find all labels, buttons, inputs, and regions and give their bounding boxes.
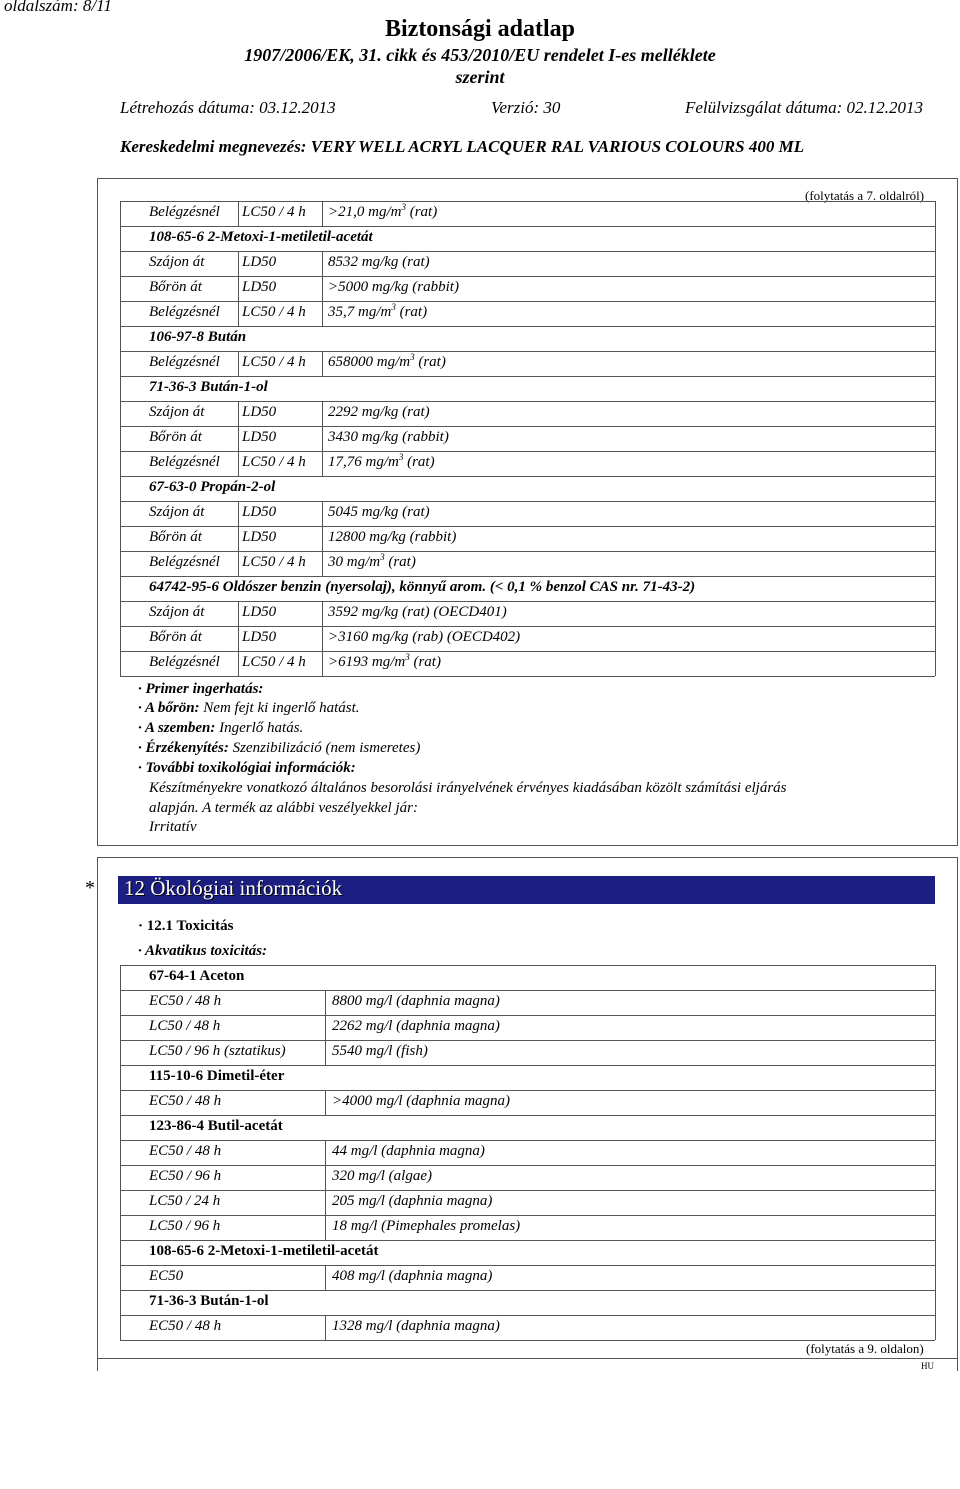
test-value: 18 mg/l (Pimephales promelas) [332, 1218, 521, 1234]
test-type: LC50 / 48 h [149, 1018, 221, 1034]
table-border [120, 965, 121, 1340]
further-info-text-2: alapján. A termék az alábbi veszélyekkel jár: [149, 800, 418, 816]
table-rule [120, 401, 935, 402]
table-rule [120, 965, 935, 966]
substance-heading: 71-36-3 Bután-1-ol [149, 379, 268, 395]
substance-heading: 71-36-3 Bután-1-ol [149, 1293, 269, 1309]
test-type: LC50 / 4 h [242, 554, 306, 570]
table-rule [120, 1265, 935, 1266]
test-type: LD50 [242, 404, 277, 420]
test-type: LD50 [242, 629, 277, 645]
skin-text: Nem fejt ki ingerlő hatást. [199, 700, 360, 716]
column-divider [322, 501, 323, 576]
value-text: 12800 mg/kg (rabbit) [328, 529, 457, 545]
value-text: 35,7 mg/m [328, 304, 392, 320]
exposure-route: Szájon át [149, 254, 205, 270]
toxicity-label: · 12.1 Toxicitás [138, 918, 234, 934]
test-type: EC50 / 48 h [149, 1093, 222, 1109]
value-text: >5000 mg/kg (rabbit) [328, 279, 459, 295]
test-type: LC50 / 4 h [242, 204, 306, 220]
test-value [328, 429, 449, 446]
table-rule [120, 676, 935, 677]
test-value: >4000 mg/l (daphnia magna) [332, 1093, 511, 1109]
substance-heading: 108-65-6 2-Metoxi-1-metiletil-acetát [149, 1243, 379, 1259]
table-rule [120, 526, 935, 527]
table-rule [120, 451, 935, 452]
test-value [328, 279, 459, 296]
test-type: EC50 [149, 1268, 184, 1284]
value-text: 3592 mg/kg (rat) (OECD401) [328, 604, 507, 620]
exposure-route: Belégzésnél [149, 454, 220, 470]
column-divider [325, 1140, 326, 1240]
value-text: >3160 mg/kg (rab) (OECD402) [328, 629, 521, 645]
further-info-text-1: Készítményekre vonatkozó általános besorolási irányelvének érvényes kiadásában közölt számítási eljárás [149, 780, 787, 796]
exposure-route: Bőrön át [149, 629, 202, 645]
exposure-route: Belégzésnél [149, 204, 220, 220]
table-rule [120, 201, 935, 202]
exposure-route: Bőrön át [149, 429, 202, 445]
test-value [328, 204, 437, 221]
exposure-route: Szájon át [149, 404, 205, 420]
test-value: 205 mg/l (daphnia magna) [332, 1193, 493, 1209]
changed-marker: * [85, 877, 95, 899]
revision-date: Felülvizsgálat dátuma: 02.12.2013 [685, 98, 923, 117]
table-rule [120, 1190, 935, 1191]
exposure-route: Szájon át [149, 604, 205, 620]
document-title: Biztonsági adatlap [384, 16, 576, 42]
test-type: LC50 / 24 h [149, 1193, 221, 1209]
unit-superscript: 3 [401, 202, 406, 212]
exposure-route: Bőrön át [149, 529, 202, 545]
column-divider [238, 251, 239, 326]
value-text: 30 mg/m [328, 554, 381, 570]
substance-heading: 67-63-0 Propán-2-ol [149, 479, 276, 495]
test-value: 5540 mg/l (fish) [332, 1043, 428, 1059]
exposure-route: Belégzésnél [149, 654, 220, 670]
test-value [328, 604, 507, 621]
table-rule [120, 1290, 935, 1291]
test-value [328, 554, 416, 571]
exposure-route: Szájon át [149, 504, 205, 520]
test-value [328, 654, 441, 671]
test-value [328, 304, 427, 321]
aquatic-toxicity-label: · Akvatikus toxicitás: [138, 943, 268, 959]
substance-heading: 115-10-6 Dimetil-éter [149, 1068, 285, 1084]
table-rule [120, 1215, 935, 1216]
page-number: oldalszám: 8/11 [4, 0, 112, 15]
column-divider [325, 990, 326, 1065]
unit-superscript: 3 [410, 352, 415, 362]
version: Verzió: 30 [491, 98, 561, 117]
regulation-line-2: szerint [455, 67, 505, 87]
substance-heading: 123-86-4 Butil-acetát [149, 1118, 283, 1134]
substance-heading: 106-97-8 Bután [149, 329, 247, 345]
value-text: 5045 mg/kg (rat) [328, 504, 430, 520]
value-suffix: (rat) [414, 354, 446, 370]
table-rule [120, 351, 935, 352]
test-type: LD50 [242, 529, 277, 545]
substance-heading: 67-64-1 Aceton [149, 968, 245, 984]
creation-date: Létrehozás dátuma: 03.12.2013 [120, 98, 336, 117]
table-rule [120, 376, 935, 377]
test-type: LC50 / 4 h [242, 454, 306, 470]
value-text: 2292 mg/kg (rat) [328, 404, 430, 420]
value-text: 17,76 mg/m [328, 454, 399, 470]
test-type: LD50 [242, 504, 277, 520]
table-border [120, 201, 121, 676]
test-type: EC50 / 48 h [149, 1318, 222, 1334]
test-type: LD50 [242, 429, 277, 445]
table-rule [120, 1315, 935, 1316]
table-rule [120, 476, 935, 477]
value-suffix: (rat) [403, 454, 435, 470]
table-rule [120, 1140, 935, 1141]
table-rule [120, 626, 935, 627]
table-rule [120, 1115, 935, 1116]
substance-heading: 108-65-6 2-Metoxi-1-metiletil-acetát [149, 229, 373, 245]
unit-superscript: 3 [391, 302, 396, 312]
column-divider [322, 201, 323, 226]
value-text: 3430 mg/kg (rabbit) [328, 429, 449, 445]
test-type: LD50 [242, 604, 277, 620]
test-type: LD50 [242, 254, 277, 270]
eye-label: · A szemben: [138, 720, 216, 736]
test-type: EC50 / 48 h [149, 993, 222, 1009]
test-value [328, 529, 456, 546]
test-value: 44 mg/l (daphnia magna) [332, 1143, 485, 1159]
test-type: EC50 / 96 h [149, 1168, 222, 1184]
test-value [328, 404, 430, 421]
section-12-title: 12 Ökológiai információk [124, 876, 343, 900]
table-rule [120, 226, 935, 227]
column-divider [322, 351, 323, 376]
unit-superscript: 3 [398, 452, 404, 462]
column-divider [322, 601, 323, 676]
value-text: 8532 mg/kg (rat) [328, 254, 430, 270]
table-rule [120, 1040, 935, 1041]
further-info-text-3: Irritatív [149, 819, 197, 835]
eye-text: Ingerlő hatás. [215, 720, 304, 736]
unit-superscript: 3 [405, 652, 410, 662]
table-rule [120, 1015, 935, 1016]
value-suffix: (rat) [409, 654, 441, 670]
table-border [935, 201, 936, 676]
table-rule [120, 601, 935, 602]
test-value [328, 454, 435, 471]
table-rule [120, 426, 935, 427]
table-rule [120, 576, 935, 577]
value-suffix: (rat) [395, 304, 428, 320]
country-code: HU [921, 1361, 934, 1371]
test-type: LC50 / 4 h [242, 654, 306, 670]
test-value: 2262 mg/l (daphnia magna) [332, 1018, 500, 1034]
exposure-route: Belégzésnél [149, 554, 220, 570]
table-border [935, 965, 936, 1340]
column-divider [238, 351, 239, 376]
table-rule [120, 551, 935, 552]
table-rule [120, 276, 935, 277]
table-rule [120, 251, 935, 252]
test-type: LC50 / 4 h [242, 304, 306, 320]
test-value: 1328 mg/l (daphnia magna) [332, 1318, 500, 1334]
test-type: LC50 / 96 h [149, 1218, 221, 1234]
column-divider [238, 401, 239, 476]
sensitization-label: · Érzékenyítés: [138, 740, 229, 756]
continued-to: (folytatás a 9. oldalon) [806, 1341, 924, 1356]
eye-note [138, 720, 303, 737]
skin-label: · A bőrön: [138, 700, 200, 716]
table-rule [120, 501, 935, 502]
skin-note [138, 700, 360, 717]
column-divider [322, 401, 323, 476]
column-divider [238, 201, 239, 226]
column-divider [238, 501, 239, 576]
test-value [328, 354, 446, 371]
column-divider [325, 1265, 326, 1290]
test-value: 320 mg/l (algae) [332, 1168, 432, 1184]
table-rule [120, 651, 935, 652]
test-type: LD50 [242, 279, 277, 295]
test-value [328, 629, 520, 646]
test-value: 8800 mg/l (daphnia magna) [332, 993, 500, 1009]
continued-from: (folytatás a 7. oldalról) [805, 188, 925, 203]
test-type: EC50 / 48 h [149, 1143, 222, 1159]
table-rule [120, 301, 935, 302]
further-info-label: · További toxikológiai információk: [138, 760, 356, 776]
unit-superscript: 3 [380, 552, 385, 562]
sensitization-text: Szenzibilizáció (nem ismeretes) [228, 740, 421, 756]
trade-name: Kereskedelmi megnevezés: VERY WELL ACRYL LACQUER RAL VARIOUS COLOURS 400 ML [120, 137, 805, 156]
table-rule [120, 990, 935, 991]
exposure-route: Belégzésnél [149, 354, 220, 370]
column-divider [238, 601, 239, 676]
value-text: 658000 mg/m [328, 354, 411, 370]
table-rule [120, 1240, 935, 1241]
test-type: LC50 / 4 h [242, 354, 306, 370]
value-suffix: (rat) [405, 204, 438, 220]
primary-irritation-label: · Primer ingerhatás: [138, 681, 264, 697]
value-text: >21,0 mg/m [328, 204, 402, 220]
value-suffix: (rat) [384, 554, 416, 570]
test-type: LC50 / 96 h (sztatikus) [149, 1043, 286, 1059]
table-rule [120, 326, 935, 327]
test-value [328, 254, 430, 271]
exposure-route: Belégzésnél [149, 304, 220, 320]
test-value [328, 504, 430, 521]
substance-heading: 64742-95-6 Oldószer benzin (nyersolaj), könnyű arom. (< 0,1 % benzol CAS nr. 71-43-2) [149, 579, 696, 595]
column-divider [325, 1090, 326, 1115]
table-rule [120, 1090, 935, 1091]
value-text: >6193 mg/m [328, 654, 406, 670]
footer-rule [97, 1358, 958, 1359]
test-value: 408 mg/l (daphnia magna) [332, 1268, 493, 1284]
exposure-route: Bőrön át [149, 279, 202, 295]
table-rule [120, 1165, 935, 1166]
column-divider [325, 1315, 326, 1340]
column-divider [322, 251, 323, 326]
sensitization-note [138, 740, 420, 757]
table-rule [120, 1065, 935, 1066]
regulation-line: 1907/2006/EK, 31. cikk és 453/2010/EU rendelet I-es melléklete [244, 45, 716, 65]
